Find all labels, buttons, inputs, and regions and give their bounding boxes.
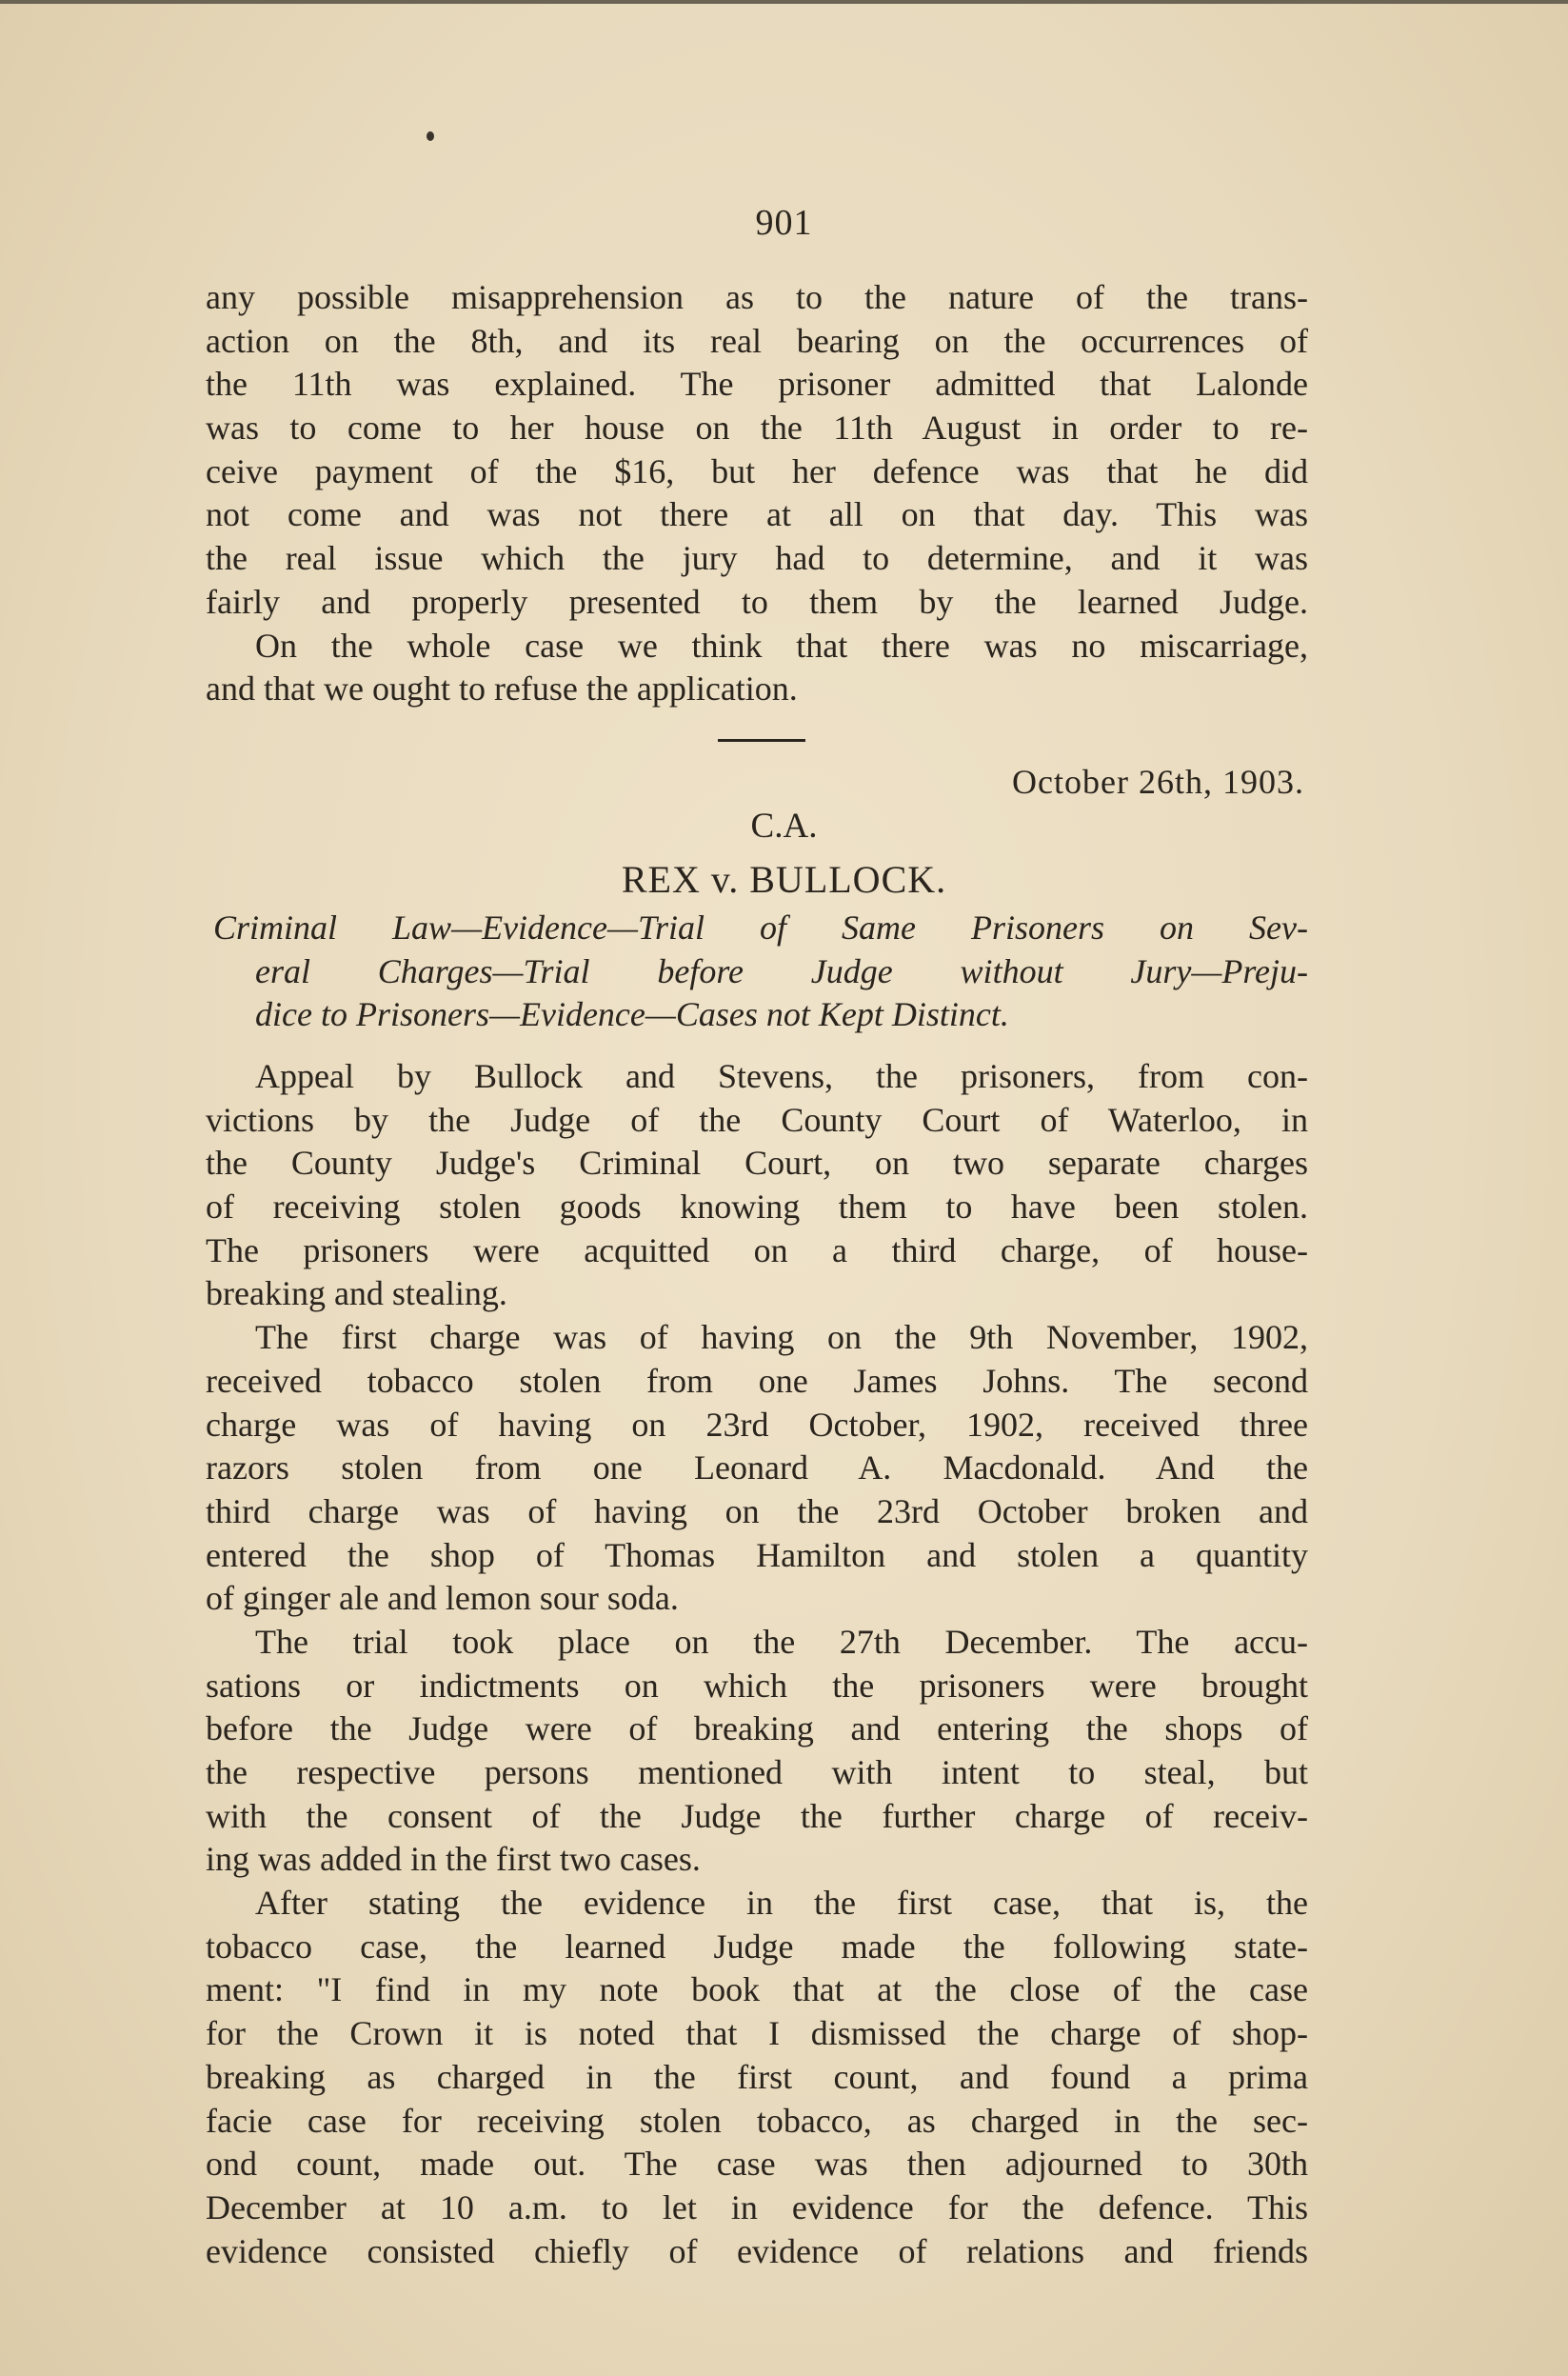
headnote-line: dice to Prisoners—Evidence—Cases not Kept Distinct. bbox=[255, 995, 1009, 1033]
text-line: of ginger ale and lemon sour soda. bbox=[206, 1579, 679, 1618]
text-line: On the whole case we think that there was no miscarriage, bbox=[255, 626, 1308, 665]
text-line: fairly and properly presented to them by the learned Judge. bbox=[206, 582, 1308, 621]
text-line: After stating the evidence in the first case, that is, the bbox=[255, 1884, 1308, 1923]
text-line: for the Crown it is noted that I dismissed the charge of shop- bbox=[206, 2014, 1308, 2053]
text-line: sations or indictments on which the prisoners were brought bbox=[206, 1666, 1308, 1705]
continuation-text bbox=[206, 276, 1308, 711]
text-line: third charge was of having on the 23rd October broken and bbox=[206, 1491, 1308, 1530]
text-line: with the consent of the Judge the further charge of receiv- bbox=[206, 1796, 1308, 1835]
text-line: and that we ought to refuse the application. bbox=[206, 669, 798, 709]
text-line: December at 10 a.m. to let in evidence for the defence. This bbox=[206, 2187, 1308, 2226]
text-line: victions by the Judge of the County Court of Waterloo, in bbox=[206, 1100, 1308, 1139]
text-line: breaking and stealing. bbox=[206, 1274, 507, 1313]
text-line: of receiving stolen goods knowing them to have been stolen. bbox=[206, 1188, 1308, 1227]
text-line: ment: "I find in my note book that at the close of the case bbox=[206, 1970, 1308, 2009]
text-line: ceive payment of the $16, but her defence was that he did bbox=[206, 451, 1308, 490]
text-line: The prisoners were acquitted on a third charge, of house- bbox=[206, 1230, 1308, 1269]
headnote-line: eral Charges—Trial before Judge without Jury—Preju- bbox=[255, 951, 1308, 990]
text-line: evidence consisted chiefly of evidence of relations and friends bbox=[206, 2231, 1308, 2270]
page-number: 901 bbox=[755, 203, 813, 243]
text-line: the respective persons mentioned with intent to steal, but bbox=[206, 1753, 1308, 1791]
case-body bbox=[206, 1055, 1308, 2273]
text-line: charge was of having on 23rd October, 1902, received three bbox=[206, 1405, 1308, 1444]
text-line: the County Judge's Criminal Court, on two separate charges bbox=[206, 1144, 1308, 1183]
text-line: the real issue which the jury had to determine, and it was bbox=[206, 539, 1308, 578]
text-line: ond count, made out. The case was then adjourned to 30th bbox=[206, 2145, 1308, 2184]
text-line: ing was added in the first two cases. bbox=[206, 1840, 701, 1879]
text-line: Appeal by Bullock and Stevens, the prisoners, from con- bbox=[255, 1057, 1308, 1095]
page-top-edge bbox=[0, 0, 1568, 4]
ink-speck bbox=[427, 131, 434, 141]
text-line: action on the 8th, and its real bearing on the occurrences of bbox=[206, 321, 1308, 360]
section-divider bbox=[718, 739, 805, 742]
text-line: not come and was not there at all on that day. This was bbox=[206, 495, 1308, 534]
text-line: was to come to her house on the 11th August in order to re- bbox=[206, 409, 1308, 448]
text-line: any possible misapprehension as to the nature of the trans- bbox=[206, 278, 1308, 316]
text-line: facie case for receiving stolen tobacco, as charged in the sec- bbox=[206, 2101, 1308, 2140]
court-designation: C.A. bbox=[750, 807, 818, 846]
text-line: razors stolen from one Leonard A. Macdonald. And the bbox=[206, 1448, 1308, 1487]
text-line: tobacco case, the learned Judge made the following state- bbox=[206, 1927, 1308, 1966]
text-line: The trial took place on the 27th December. The accu- bbox=[255, 1622, 1308, 1661]
text-line: breaking as charged in the first count, and found a prima bbox=[206, 2057, 1308, 2096]
text-line: The first charge was of having on the 9th November, 1902, bbox=[255, 1318, 1308, 1357]
text-line: entered the shop of Thomas Hamilton and stolen a quantity bbox=[206, 1535, 1308, 1574]
text-line: the 11th was explained. The prisoner admitted that Lalonde bbox=[206, 365, 1308, 404]
headnote-line: Criminal Law—Evidence—Trial of Same Prisoners on Sev- bbox=[213, 908, 1308, 947]
text-line: received tobacco stolen from one James Johns. The second bbox=[206, 1361, 1308, 1400]
headnote bbox=[213, 907, 1308, 1037]
text-line: before the Judge were of breaking and entering the shops of bbox=[206, 1709, 1308, 1748]
case-date: October 26th, 1903. bbox=[1012, 763, 1304, 801]
case-title: REX v. BULLOCK. bbox=[621, 858, 947, 901]
